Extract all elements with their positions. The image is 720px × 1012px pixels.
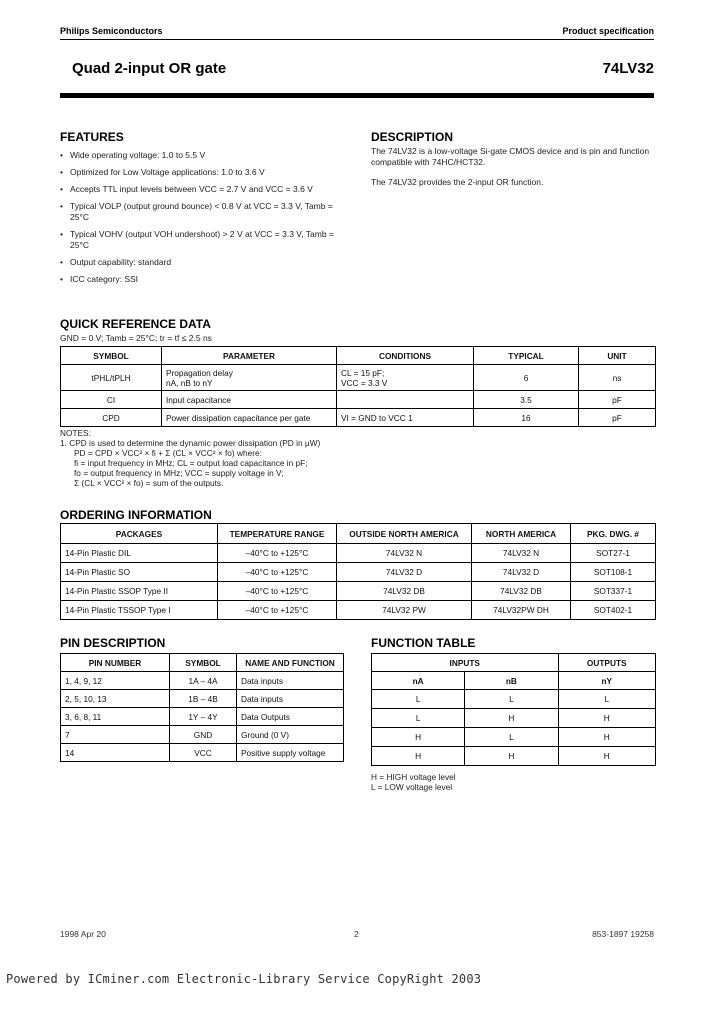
package-cell: 14-Pin Plastic DIL — [61, 544, 218, 563]
table-row — [61, 601, 656, 620]
column-header: PIN NUMBER — [61, 654, 170, 672]
symbol-cell: CI — [61, 391, 162, 409]
temperature-cell: –40°C to +125°C — [218, 563, 337, 582]
table-header-row — [61, 524, 656, 544]
pin-description-table — [60, 653, 344, 762]
north-america-cell: 74LV32PW DH — [472, 601, 571, 620]
column-header: TEMPERATURE RANGE — [218, 524, 337, 544]
north-america-cell: 74LV32 D — [472, 563, 571, 582]
temperature-cell: –40°C to +125°C — [218, 544, 337, 563]
input-b-cell: H — [465, 709, 558, 728]
output-cell: H — [558, 747, 656, 766]
symbol-cell: CPD — [61, 409, 162, 427]
table-row — [61, 690, 344, 708]
pkg-dwg-cell: SOT337-1 — [571, 582, 656, 601]
part-number: 74LV32 — [602, 60, 654, 77]
pin-number-cell: 1, 4, 9, 12 — [61, 672, 170, 690]
pin-number-cell: 14 — [61, 744, 170, 762]
quick-ref-table — [60, 346, 656, 427]
column-header: PACKAGES — [61, 524, 218, 544]
input-a-cell: L — [372, 709, 465, 728]
pin-function-cell: Data Outputs — [237, 708, 344, 726]
conditions-cell — [337, 365, 474, 391]
column-header: PARAMETER — [162, 347, 337, 365]
document-type: Product specification — [562, 26, 654, 36]
table-row — [61, 582, 656, 601]
column-header: SYMBOL — [170, 654, 237, 672]
north-america-cell: 74LV32 DB — [472, 582, 571, 601]
note-line: Σ (CL × VCC² × fo) = sum of the outputs. — [74, 478, 224, 488]
legend-line: H = HIGH voltage level — [371, 772, 456, 782]
input-a-cell: L — [372, 690, 465, 709]
pin-function-cell: Positive supply voltage — [237, 744, 344, 762]
function-table-legend — [371, 772, 456, 792]
function-table — [371, 653, 656, 766]
header-rule — [60, 39, 654, 40]
table-row — [61, 672, 344, 690]
parameter-cell — [162, 365, 337, 391]
table-row — [61, 708, 344, 726]
table-row — [372, 709, 656, 728]
table-header-row — [61, 347, 656, 365]
footer-code: 853-1897 19258 — [592, 929, 654, 939]
page-title: Quad 2-input OR gate — [72, 60, 227, 77]
table-row — [61, 409, 656, 427]
table-row — [61, 744, 344, 762]
notes-heading: NOTES: — [60, 428, 91, 438]
column-header: NORTH AMERICA — [472, 524, 571, 544]
company-name: Philips Semiconductors — [60, 26, 163, 36]
pin-function-cell: Data inputs — [237, 690, 344, 708]
pin-description-heading: PIN DESCRIPTION — [60, 636, 166, 650]
north-america-cell: 74LV32 N — [472, 544, 571, 563]
page-number: 2 — [354, 929, 359, 939]
output-cell: H — [558, 728, 656, 747]
pin-number-cell: 2, 5, 10, 13 — [61, 690, 170, 708]
inputs-group-header: INPUTS — [372, 654, 559, 672]
feature-item: • Optimized for Low Voltage applications: 1.0 to 3.6 V — [60, 167, 350, 178]
feature-item: • Typical VOHV (output VOH undershoot) > 2 V at VCC = 3.3 V, Tamb = 25°C — [60, 229, 350, 251]
feature-item: • Wide operating voltage: 1.0 to 5.5 V — [60, 150, 350, 161]
table-group-header-row — [372, 654, 656, 672]
output-cell: L — [558, 690, 656, 709]
table-row — [61, 365, 656, 391]
pin-symbol-cell: 1Y – 4Y — [170, 708, 237, 726]
feature-item: • Accepts TTL input levels between VCC = 2.7 V and VCC = 3.6 V — [60, 184, 350, 195]
temperature-cell: –40°C to +125°C — [218, 601, 337, 620]
conditions-cell — [337, 391, 474, 409]
unit-cell: pF — [579, 391, 656, 409]
pkg-dwg-cell: SOT27-1 — [571, 544, 656, 563]
pin-function-cell: Data inputs — [237, 672, 344, 690]
table-row — [372, 728, 656, 747]
outside-na-cell: 74LV32 D — [337, 563, 472, 582]
pin-number-cell: 3, 6, 8, 11 — [61, 708, 170, 726]
ordering-heading: ORDERING INFORMATION — [60, 508, 212, 522]
column-header: nA — [372, 672, 465, 690]
table-row — [372, 690, 656, 709]
outside-na-cell: 74LV32 PW — [337, 601, 472, 620]
pin-symbol-cell: 1B – 4B — [170, 690, 237, 708]
quick-ref-conditions: GND = 0 V; Tamb = 25°C; tr = tf ≤ 2.5 ns — [60, 333, 212, 343]
table-row — [61, 726, 344, 744]
pkg-dwg-cell: SOT402-1 — [571, 601, 656, 620]
parameter-cell: Input capacitance — [162, 391, 337, 409]
output-cell: H — [558, 709, 656, 728]
parameter-line: Propagation delay — [166, 367, 233, 378]
conditions-cell: VI = GND to VCC 1 — [337, 409, 474, 427]
quick-ref-notes — [60, 428, 560, 488]
symbol-cell: tPHL/tPLH — [61, 365, 162, 391]
note-line: PD = CPD × VCC² × fi + Σ (CL × VCC² × fo) where: — [74, 448, 262, 458]
input-b-cell: H — [465, 747, 558, 766]
column-header: SYMBOL — [61, 347, 162, 365]
table-row — [61, 391, 656, 409]
feature-item: • Output capability: standard — [60, 257, 350, 268]
column-header: PKG. DWG. # — [571, 524, 656, 544]
column-header: nB — [465, 672, 558, 690]
input-a-cell: H — [372, 728, 465, 747]
note-line: fi = input frequency in MHz; CL = output load capacitance in pF; — [74, 458, 308, 468]
column-header: CONDITIONS — [337, 347, 474, 365]
package-cell: 14-Pin Plastic TSSOP Type I — [61, 601, 218, 620]
features-list — [60, 150, 350, 291]
conditions-line: VCC = 3.3 V — [341, 377, 388, 388]
typical-cell: 6 — [474, 365, 579, 391]
legend-line: L = LOW voltage level — [371, 782, 453, 792]
quick-ref-heading: QUICK REFERENCE DATA — [60, 317, 211, 331]
pin-number-cell: 7 — [61, 726, 170, 744]
note-line: fo = output frequency in MHz; VCC = supply voltage in V; — [74, 468, 284, 478]
ordering-table — [60, 523, 656, 620]
typical-cell: 3.5 — [474, 391, 579, 409]
pin-symbol-cell: VCC — [170, 744, 237, 762]
unit-cell: pF — [579, 409, 656, 427]
unit-cell: ns — [579, 365, 656, 391]
outside-na-cell: 74LV32 DB — [337, 582, 472, 601]
title-rule — [60, 93, 654, 98]
conditions-line: CL = 15 pF; — [341, 367, 385, 378]
feature-item: • ICC category: SSI — [60, 274, 350, 285]
parameter-line: nA, nB to nY — [166, 377, 213, 388]
column-header: nY — [558, 672, 656, 690]
function-table-heading: FUNCTION TABLE — [371, 636, 476, 650]
watermark: Powered by ICminer.com Electronic-Library Service CopyRight 2003 — [6, 972, 482, 986]
input-a-cell: H — [372, 747, 465, 766]
note-line: 1. CPD is used to determine the dynamic power dissipation (PD in µW) — [60, 438, 321, 448]
description-para-1: The 74LV32 is a low-voltage Si-gate CMOS device and is pin and function compatible with 74HC/HCT32. — [371, 146, 650, 167]
feature-item: • Typical VOLP (output ground bounce) < 0.8 V at VCC = 3.3 V, Tamb = 25°C — [60, 201, 350, 223]
package-cell: 14-Pin Plastic SO — [61, 563, 218, 582]
outside-na-cell: 74LV32 N — [337, 544, 472, 563]
description-para-2: The 74LV32 provides the 2-input OR function. — [371, 177, 544, 187]
temperature-cell: –40°C to +125°C — [218, 582, 337, 601]
pin-function-cell: Ground (0 V) — [237, 726, 344, 744]
column-header: NAME AND FUNCTION — [237, 654, 344, 672]
package-cell: 14-Pin Plastic SSOP Type II — [61, 582, 218, 601]
column-header: OUTSIDE NORTH AMERICA — [337, 524, 472, 544]
parameter-cell: Power dissipation capacitance per gate — [162, 409, 337, 427]
table-header-row — [61, 654, 344, 672]
outputs-group-header: OUTPUTS — [558, 654, 656, 672]
typical-cell: 16 — [474, 409, 579, 427]
pin-symbol-cell: 1A – 4A — [170, 672, 237, 690]
table-row — [372, 747, 656, 766]
pin-symbol-cell: GND — [170, 726, 237, 744]
input-b-cell: L — [465, 728, 558, 747]
table-row — [61, 544, 656, 563]
pkg-dwg-cell: SOT108-1 — [571, 563, 656, 582]
table-header-row — [372, 672, 656, 690]
input-b-cell: L — [465, 690, 558, 709]
column-header: TYPICAL — [474, 347, 579, 365]
description-heading: DESCRIPTION — [371, 130, 454, 144]
table-row — [61, 563, 656, 582]
column-header: UNIT — [579, 347, 656, 365]
footer-date: 1998 Apr 20 — [60, 929, 106, 939]
features-heading: FEATURES — [60, 130, 124, 144]
